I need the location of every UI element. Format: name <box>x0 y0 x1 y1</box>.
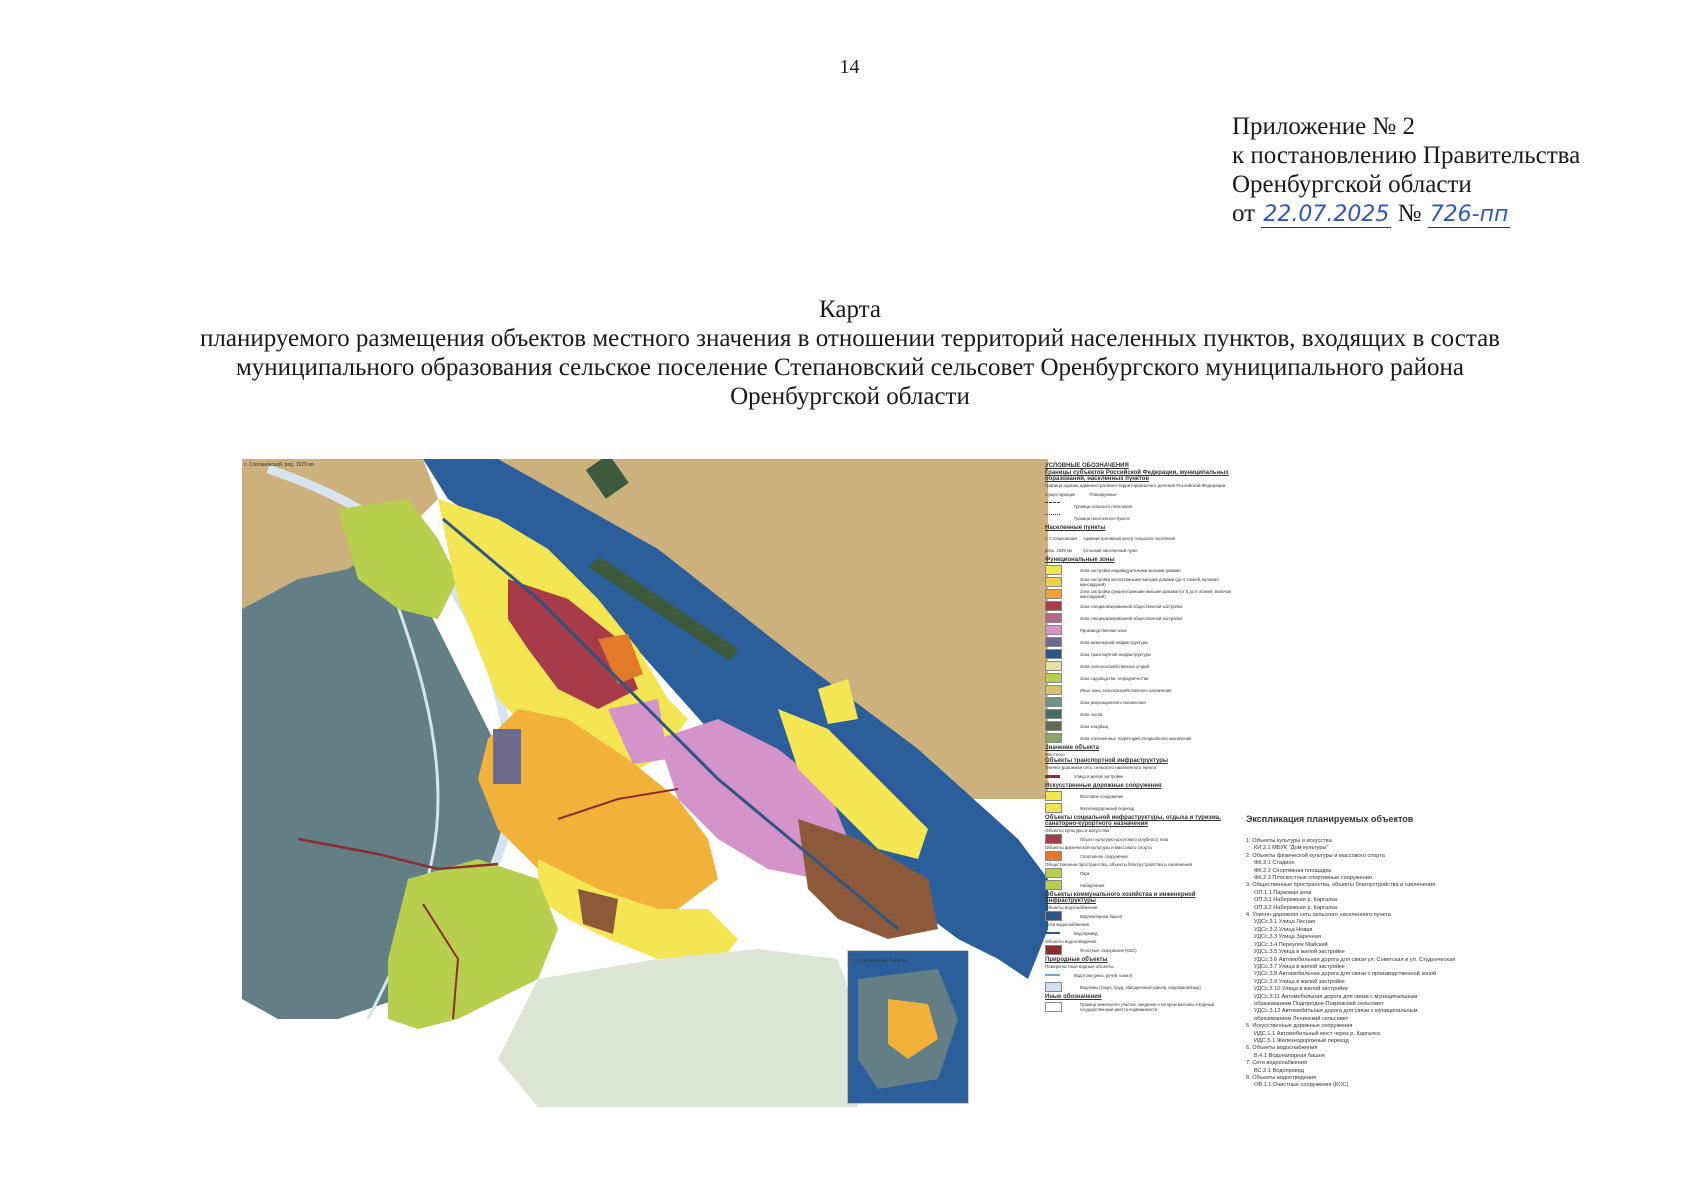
explication-item: ИДС.1.1 Автомобильный мост через р. Каргалка <box>1254 1030 1380 1037</box>
zone-label: Зона застройки среднеэтажными жилыми домами (от 5 до 8 этажей, включая мансардный) <box>1080 589 1232 599</box>
explication-item: УДСс.3.8 Автомобильная дорога для связи с производственной зоной <box>1254 971 1437 978</box>
zone-label: Производственная зона <box>1080 627 1127 633</box>
legend-public-1 <box>1045 867 1235 879</box>
explication-item: УДСс.3.2 Улица Новая <box>1254 926 1313 933</box>
decree-number: 726-пп <box>1429 202 1509 227</box>
legend-zone-9 <box>1045 672 1235 684</box>
zone-label: Зона садоводства, огородничества <box>1080 675 1149 681</box>
explication-item: ОВ.1.1 Очистные сооружения (КОС) <box>1254 1082 1349 1089</box>
appendix-date-line <box>1232 199 1580 229</box>
zone-swatch <box>1045 577 1062 587</box>
zone-label: Зона сельскохозяйственных угодий <box>1080 663 1149 669</box>
legend-zone-3 <box>1045 600 1235 612</box>
zone-label: Зона рекреационного назначения <box>1080 699 1146 705</box>
planning-map <box>238 459 1170 1107</box>
legend-utility: Объекты коммунального хозяйства и инженерной инфраструктуры <box>1045 892 1196 904</box>
explication-item: 8. Объекты водоотведения <box>1246 1075 1317 1081</box>
other-1-label: Граница земельного участка, сведения о котором внесены в Единый государственный реестр недвижимости <box>1080 1002 1215 1012</box>
locality-center-desc: Административный центр сельского поселения <box>1083 535 1176 541</box>
zone-swatch <box>1045 637 1062 647</box>
zone-swatch <box>1045 673 1062 683</box>
legend-social-item <box>1045 833 1235 845</box>
legend-nature-2 <box>1045 981 1235 993</box>
inset-map <box>848 951 968 1103</box>
explication-item: УДСс.3.9 Улица в жилой застройке <box>1254 978 1345 985</box>
legend-zone-2 <box>1045 588 1235 600</box>
legend-zone-12 <box>1045 708 1235 720</box>
border-settlement-label: Граница сельского поселения <box>1074 503 1132 509</box>
explication-item: УДСс.3.6 Автомобильная дорога для связи ул. Советская и ул. Студенческая <box>1254 956 1456 963</box>
page-number: 14 <box>839 56 860 78</box>
explication-item: 3. Общественные пространства, объекты благоустройства и озеленения <box>1246 882 1436 889</box>
explication-item: ОП.3.2 Набережная р. Каргалка <box>1254 904 1338 911</box>
legend-nature: Природные объекты <box>1045 957 1108 963</box>
legend-social: Объекты социальной инфраструктуры, отдыха и туризма, санаторно-курортного назначения <box>1045 815 1221 827</box>
explication-item: ОП.3.1 Набережная р. Каргалка <box>1254 897 1338 904</box>
legend-public-sub: Общественные пространства, объекты благоустройства и озеленения <box>1045 862 1193 867</box>
public-1-label: Парк <box>1080 870 1090 876</box>
explication-item: ВС.2.1 Водопровод <box>1254 1067 1304 1074</box>
zone-label: Зона инженерной инфраструктуры <box>1080 639 1148 645</box>
explication-item: ФК.2.2 Спортивная площадка <box>1254 867 1332 874</box>
legend-border-locality <box>1045 512 1235 524</box>
legend-zone-7 <box>1045 648 1235 660</box>
zone-swatch <box>1045 721 1062 731</box>
legend-sport-item <box>1045 850 1235 862</box>
appendix-line-3: Оренбургской области <box>1232 171 1472 198</box>
legend-nature-1 <box>1045 969 1235 981</box>
locality-other-desc: Сельский населенный пункт <box>1083 547 1138 553</box>
legend-transport-item <box>1045 770 1235 782</box>
legend-locality-center <box>1045 532 1235 544</box>
explication-item: 6. Объекты водоснабжения <box>1246 1045 1318 1052</box>
legend-col-planned: Планируемые <box>1089 491 1117 497</box>
legend-cols <box>1045 488 1235 500</box>
artificial-1-label: Мостовое сооружение <box>1080 793 1124 799</box>
legend-zone-1 <box>1045 576 1235 588</box>
legend-locality-other <box>1045 544 1235 556</box>
legend-utility-3 <box>1045 944 1235 956</box>
legend-zone-11 <box>1045 696 1235 708</box>
zone-swatch <box>1045 565 1062 575</box>
legend-status: Значение объекта <box>1045 745 1099 751</box>
utility-zone <box>493 729 521 784</box>
title-line-4: Оренбургской области <box>730 383 970 410</box>
explication-item: 5. Искусственные дорожные сооружения <box>1246 1023 1353 1030</box>
appendix-block <box>1232 112 1580 229</box>
zone-swatch <box>1045 709 1062 719</box>
legend-zone-10 <box>1045 684 1235 696</box>
explication-item: ИДС.5.1 Железнодорожный переезд <box>1254 1037 1349 1044</box>
zone-swatch <box>1045 589 1062 599</box>
locality-other-name: разъ. 1929 км <box>1045 547 1072 553</box>
transport-item-label: Улица в жилой застройке <box>1074 773 1124 779</box>
zone-label: Зона застройки индивидуальными жилыми домами <box>1080 567 1181 573</box>
explication-item: образованием Подгородне-Покровский сельсовет <box>1254 1000 1384 1007</box>
explication-item: 1. Объекты культуры и искусства <box>1246 838 1332 844</box>
legend-zone-14 <box>1045 732 1235 744</box>
legend-artificial-1 <box>1045 790 1235 802</box>
zone-swatch <box>1045 601 1062 611</box>
zone-label: Зона кладбищ <box>1080 723 1108 729</box>
from-label: от <box>1232 200 1256 227</box>
legend-zone-6 <box>1045 636 1235 648</box>
explication-item: КИ.2.1 МБУК "Дом культуры" <box>1254 845 1329 852</box>
zone-swatch <box>1045 697 1062 707</box>
explication-title: Экспликация планируемых объектов <box>1246 814 1414 824</box>
explication-list <box>1246 838 1506 1090</box>
zone-swatch <box>1045 661 1062 671</box>
legend-other-1 <box>1045 1001 1235 1013</box>
explication-item: ФК.2.3 Плоскостные спортивные сооружения <box>1254 875 1372 882</box>
title-line-3: муниципального образования сельское поселение Степановский сельсовет Оренбургского муниципального района <box>235 354 1464 381</box>
legend-col-existing: Существующие <box>1045 491 1076 497</box>
locality-center-name: с. Степановский <box>1045 535 1077 541</box>
legend-title: УСЛОВНЫЕ ОБОЗНАЧЕНИЯ <box>1045 463 1129 469</box>
zone-label: Зона озелененных территорий специального назначения <box>1080 735 1192 741</box>
zone-label: Зона лесов <box>1080 711 1103 717</box>
public-2-label: Набережная <box>1080 882 1105 888</box>
legend-nature-sub: Поверхностные водные объекты <box>1045 964 1114 969</box>
legend-sport-sub: Объекты физической культуры и массового спорта <box>1045 845 1152 850</box>
zone-swatch <box>1045 733 1062 743</box>
legend-zone-5 <box>1045 624 1235 636</box>
legend-artificial-2 <box>1045 802 1235 814</box>
legend-utility-2 <box>1045 927 1235 939</box>
legend-borders-sub: Граница единиц административно-территориального деления Российской Федерации <box>1045 483 1226 488</box>
legend-transport-sub: Улично-дорожная сеть сельского населенного пункта <box>1045 765 1157 770</box>
legend-utility-1 <box>1045 910 1235 922</box>
explication-item: УДСс.3.11 Автомобильная дорога для связи с муниципальным <box>1254 993 1418 1000</box>
zone-swatch <box>1045 625 1062 635</box>
utility-1-label: Водонапорная башня <box>1080 913 1123 919</box>
number-label: № <box>1397 200 1422 227</box>
explication-item: УДСс.3.10 Улица в жилой застройке <box>1254 986 1348 993</box>
legend-transport: Объекты транспортной инфраструктуры <box>1045 758 1168 764</box>
explication-item: В.4.1 Водонапорная башня <box>1254 1052 1325 1059</box>
legend-status-local: Местного <box>1045 752 1065 757</box>
legend-zone-0 <box>1045 564 1235 576</box>
explication-item: УДСс.3.12 Автомобильная дорога для связи с муниципальным <box>1254 1008 1418 1015</box>
inset-label: с. Степановский Генплан <box>854 958 907 963</box>
zone-label: Иные зоны сельскохозяйственного назначения <box>1080 687 1172 693</box>
explication-item: УДСс.3.7 Улица в жилой застройке <box>1254 963 1345 970</box>
zone-swatch <box>1045 613 1062 623</box>
explication-item: УДСс.3.3 Улица Заречная <box>1254 934 1321 941</box>
decree-date: 22.07.2025 <box>1263 202 1390 227</box>
zone-swatch <box>1045 649 1062 659</box>
map-corner-label: с. Степановский, ред. 1929 км <box>244 462 314 468</box>
utility-2-label: Водопровод <box>1074 930 1098 936</box>
border-locality-label: Граница населенного пункта <box>1074 515 1130 521</box>
zone-label: Зона специализированной общественной застройки <box>1080 615 1182 621</box>
explication-item: 4. Улично-дорожная сеть сельского населенного пункта <box>1246 912 1391 919</box>
title-line-1: Карта <box>819 296 881 323</box>
explication-item: ОП.1.1 Парковая зона <box>1254 889 1312 896</box>
zone-label: Зона специализированной общественной застройки <box>1080 603 1182 609</box>
nature-2-label: Водоемы (озеро, пруд, обводненный карьер, водохранилище) <box>1080 984 1201 990</box>
document-title <box>60 295 1640 411</box>
legend-zone-4 <box>1045 612 1235 624</box>
zone-label: Зона транспортной инфраструктуры <box>1080 651 1151 657</box>
social-item-label: Объект культурно-досугового (клубного) типа <box>1080 836 1169 842</box>
legend-localities: Населенные пункты <box>1045 525 1106 531</box>
legend-borders: Границы субъектов Российской Федерации, муниципальных образований, населенных пунктов <box>1045 470 1229 482</box>
explication-item: УДСс.3.1 Улица Лесная <box>1254 919 1316 926</box>
legend-other: Иные обозначения <box>1045 994 1102 1000</box>
explication-item: 2. Объекты физической культуры и массового спорта <box>1246 852 1385 859</box>
explication-item: УДСс.3.5 Улица в жилой застройке <box>1254 949 1345 956</box>
explication-block <box>1246 814 1506 1090</box>
legend-zone-list <box>1045 564 1235 744</box>
legend-zones: Функциональные зоны <box>1045 557 1115 563</box>
legend-utility-net: Сети водоснабжения <box>1045 922 1090 927</box>
legend-border-settlement <box>1045 500 1235 512</box>
explication-item: УДСс.3.4 Переулок Майский <box>1254 941 1328 948</box>
title-line-2: планируемого размещения объектов местного значения в отношении территорий населенных пунктов, входящих в состав <box>200 325 1500 352</box>
legend-artificial: Искусственные дорожные сооружения <box>1045 783 1162 789</box>
legend-social-sub: Объекты культуры и искусства <box>1045 828 1110 833</box>
map-legend <box>1045 462 1235 1107</box>
artificial-2-label: Железнодорожный переезд <box>1080 805 1134 811</box>
sport-item-label: Спортивное сооружение <box>1080 853 1128 859</box>
utility-3-label: Очистные сооружения (КОС) <box>1080 947 1137 953</box>
legend-utility-sewer: Объекты водоотведения <box>1045 939 1097 944</box>
nature-1-label: Водотоки (река, ручей, канал) <box>1074 972 1133 978</box>
appendix-line-2: к постановлению Правительства <box>1232 142 1581 169</box>
zone-swatch <box>1045 685 1062 695</box>
legend-zone-13 <box>1045 720 1235 732</box>
legend-zone-8 <box>1045 660 1235 672</box>
explication-item: ФК.2.1 Стадион <box>1254 860 1295 867</box>
zone-label: Зона застройки малоэтажными жилыми домами (до 4 этажей, включая мансардный) <box>1080 577 1219 587</box>
explication-item: образованием Ленинский сельсовет <box>1254 1015 1349 1022</box>
appendix-line-1: Приложение № 2 <box>1232 113 1416 140</box>
explication-item: 7. Сети водоснабжения <box>1246 1060 1307 1067</box>
legend-utility-water: Объекты водоснабжения <box>1045 905 1098 910</box>
legend-public-2 <box>1045 879 1235 891</box>
